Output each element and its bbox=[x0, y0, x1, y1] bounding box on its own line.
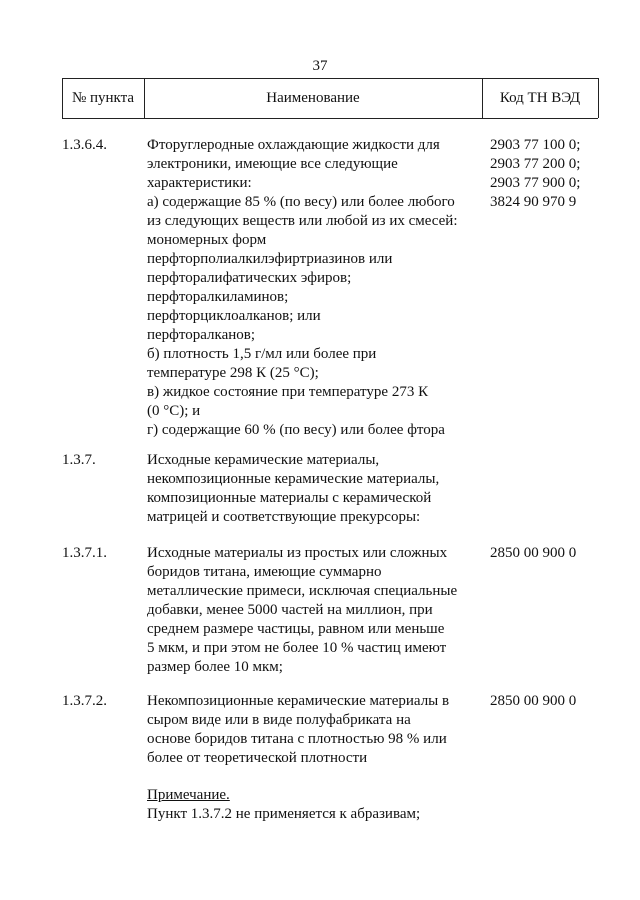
description-line: среднем размере частицы, равном или меньше bbox=[147, 621, 445, 637]
header-top-rule bbox=[62, 78, 598, 79]
description-line: Исходные керамические материалы, bbox=[147, 452, 380, 468]
description-line: основе боридов титана с плотностью 98 % или bbox=[147, 731, 447, 747]
description-line: б) плотность 1,5 г/мл или более при bbox=[147, 346, 377, 362]
description-line: перфторалифатических эфиров; bbox=[147, 270, 352, 286]
tn-ved-code: 2850 00 900 0 bbox=[490, 693, 577, 709]
description-line: перфторалкиламинов; bbox=[147, 289, 289, 305]
description-line: перфторалканов; bbox=[147, 327, 256, 343]
description-line: более от теоретической плотности bbox=[147, 750, 368, 766]
description-line: характеристики: bbox=[147, 175, 252, 191]
item-codes bbox=[490, 544, 576, 563]
item-number: 1.3.7.2. bbox=[62, 693, 107, 709]
page-number: 37 bbox=[312, 58, 328, 74]
description-line: боридов титана, имеющие суммарно bbox=[147, 564, 382, 580]
description-line: перфторциклоалканов; или bbox=[147, 308, 321, 324]
description-line: (0 °С); и bbox=[147, 403, 201, 419]
header-bottom-rule bbox=[62, 118, 598, 119]
description-line: металлические примеси, исключая специальные bbox=[147, 583, 458, 599]
description-line: электроники, имеющие все следующие bbox=[147, 156, 398, 172]
item-description bbox=[147, 136, 487, 440]
item-number: 1.3.6.4. bbox=[62, 137, 107, 153]
note-title: Примечание. bbox=[147, 787, 230, 803]
description-line: мономерных форм bbox=[147, 232, 267, 248]
description-line: добавки, менее 5000 частей на миллион, при bbox=[147, 602, 433, 618]
description-line: Фторуглеродные охлаждающие жидкости для bbox=[147, 137, 440, 153]
tn-ved-code: 2903 77 900 0; bbox=[490, 175, 581, 191]
description-line: композиционные материалы с керамической bbox=[147, 490, 432, 506]
description-line: матрицей и соответствующие прекурсоры: bbox=[147, 509, 421, 525]
tn-ved-code: 2850 00 900 0 bbox=[490, 545, 577, 561]
description-line: сыром виде или в виде полуфабриката на bbox=[147, 712, 411, 728]
description-line: некомпозиционные керамические материалы, bbox=[147, 471, 440, 487]
description-line: а) содержащие 85 % (по весу) или более любого bbox=[147, 194, 455, 210]
header-right-border bbox=[598, 78, 599, 118]
description-line: г) содержащие 60 % (по весу) или более фтора bbox=[147, 422, 445, 438]
item-number: 1.3.7. bbox=[62, 452, 96, 468]
description-line: Некомпозиционные керамические материалы в bbox=[147, 693, 450, 709]
header-name: Наименование bbox=[266, 90, 360, 106]
item-description bbox=[147, 692, 487, 768]
description-line: размер более 10 мкм; bbox=[147, 659, 283, 675]
description-line: из следующих веществ или любой из их смесей: bbox=[147, 213, 458, 229]
tn-ved-code: 2903 77 100 0; bbox=[490, 137, 581, 153]
tn-ved-code: 2903 77 200 0; bbox=[490, 156, 581, 172]
note-text: Пункт 1.3.7.2 не применяется к абразивам; bbox=[147, 806, 421, 822]
item-codes bbox=[490, 136, 580, 212]
tn-ved-code: 3824 90 970 9 bbox=[490, 194, 577, 210]
description-line: температуре 298 К (25 °С); bbox=[147, 365, 319, 381]
item-description bbox=[147, 544, 487, 677]
header-item-number: № пункта bbox=[71, 90, 135, 106]
description-line: 5 мкм, и при этом не более 10 % частиц имеют bbox=[147, 640, 447, 656]
description-line: перфторполиалкилэфиртриазинов или bbox=[147, 251, 393, 267]
header-code: Код ТН ВЭД bbox=[499, 90, 581, 106]
item-number: 1.3.7.1. bbox=[62, 545, 107, 561]
description-line: Исходные материалы из простых или сложных bbox=[147, 545, 448, 561]
item-description bbox=[147, 451, 487, 527]
description-line: в) жидкое состояние при температуре 273 К bbox=[147, 384, 429, 400]
item-codes bbox=[490, 692, 576, 711]
